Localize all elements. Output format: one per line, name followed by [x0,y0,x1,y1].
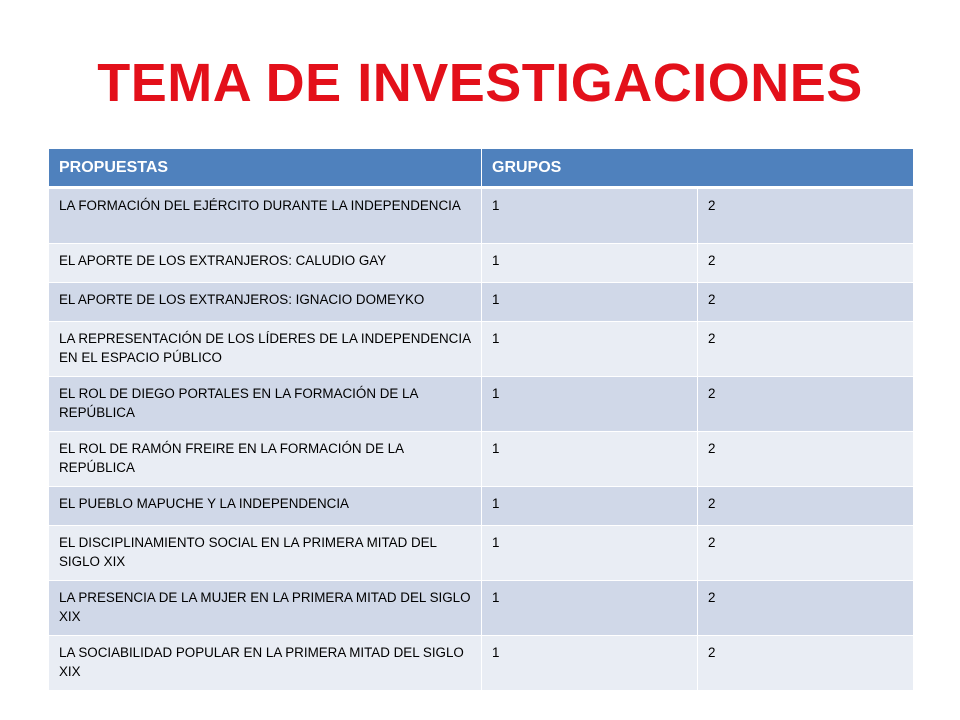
group-1-cell: 1 [482,432,698,487]
table-row [49,377,914,432]
header-grupos: GRUPOS [482,149,914,188]
group-2-cell: 2 [698,244,914,283]
group-1-cell: 1 [482,636,698,691]
table-row [49,188,914,244]
group-2-cell: 2 [698,636,914,691]
table-header-row [49,149,914,188]
group-2-cell: 2 [698,487,914,526]
proposal-cell: EL DISCIPLINAMIENTO SOCIAL EN LA PRIMERA MITAD DEL SIGLO XIX [49,526,482,581]
proposal-cell: LA FORMACIÓN DEL EJÉRCITO DURANTE LA INDEPENDENCIA [49,188,482,244]
group-1-cell: 1 [482,188,698,244]
group-1-cell: 1 [482,526,698,581]
table-row [49,322,914,377]
group-1-cell: 1 [482,283,698,322]
proposal-cell: LA REPRESENTACIÓN DE LOS LÍDERES DE LA INDEPENDENCIA EN EL ESPACIO PÚBLICO [49,322,482,377]
proposal-cell: EL ROL DE RAMÓN FREIRE EN LA FORMACIÓN DE LA REPÚBLICA [49,432,482,487]
table-row [49,487,914,526]
table-row [49,244,914,283]
group-2-cell: 2 [698,581,914,636]
group-2-cell: 2 [698,322,914,377]
table-row [49,526,914,581]
proposals-table [48,148,914,691]
group-1-cell: 1 [482,377,698,432]
group-2-cell: 2 [698,283,914,322]
table-row [49,581,914,636]
group-1-cell: 1 [482,581,698,636]
group-2-cell: 2 [698,526,914,581]
table-row [49,283,914,322]
proposal-cell: EL PUEBLO MAPUCHE Y LA INDEPENDENCIA [49,487,482,526]
proposal-cell: LA PRESENCIA DE LA MUJER EN LA PRIMERA MITAD DEL SIGLO XIX [49,581,482,636]
proposal-cell: EL APORTE DE LOS EXTRANJEROS: CALUDIO GAY [49,244,482,283]
proposal-cell: EL APORTE DE LOS EXTRANJEROS: IGNACIO DOMEYKO [49,283,482,322]
group-1-cell: 1 [482,322,698,377]
page-title: TEMA DE INVESTIGACIONES [97,53,863,113]
table-row [49,432,914,487]
group-2-cell: 2 [698,377,914,432]
group-1-cell: 1 [482,244,698,283]
group-1-cell: 1 [482,487,698,526]
group-2-cell: 2 [698,188,914,244]
proposal-cell: EL ROL DE DIEGO PORTALES EN LA FORMACIÓN DE LA REPÚBLICA [49,377,482,432]
header-propuestas: PROPUESTAS [49,149,482,188]
proposal-cell: LA SOCIABILIDAD POPULAR EN LA PRIMERA MITAD DEL SIGLO XIX [49,636,482,691]
group-2-cell: 2 [698,432,914,487]
table-row [49,636,914,691]
